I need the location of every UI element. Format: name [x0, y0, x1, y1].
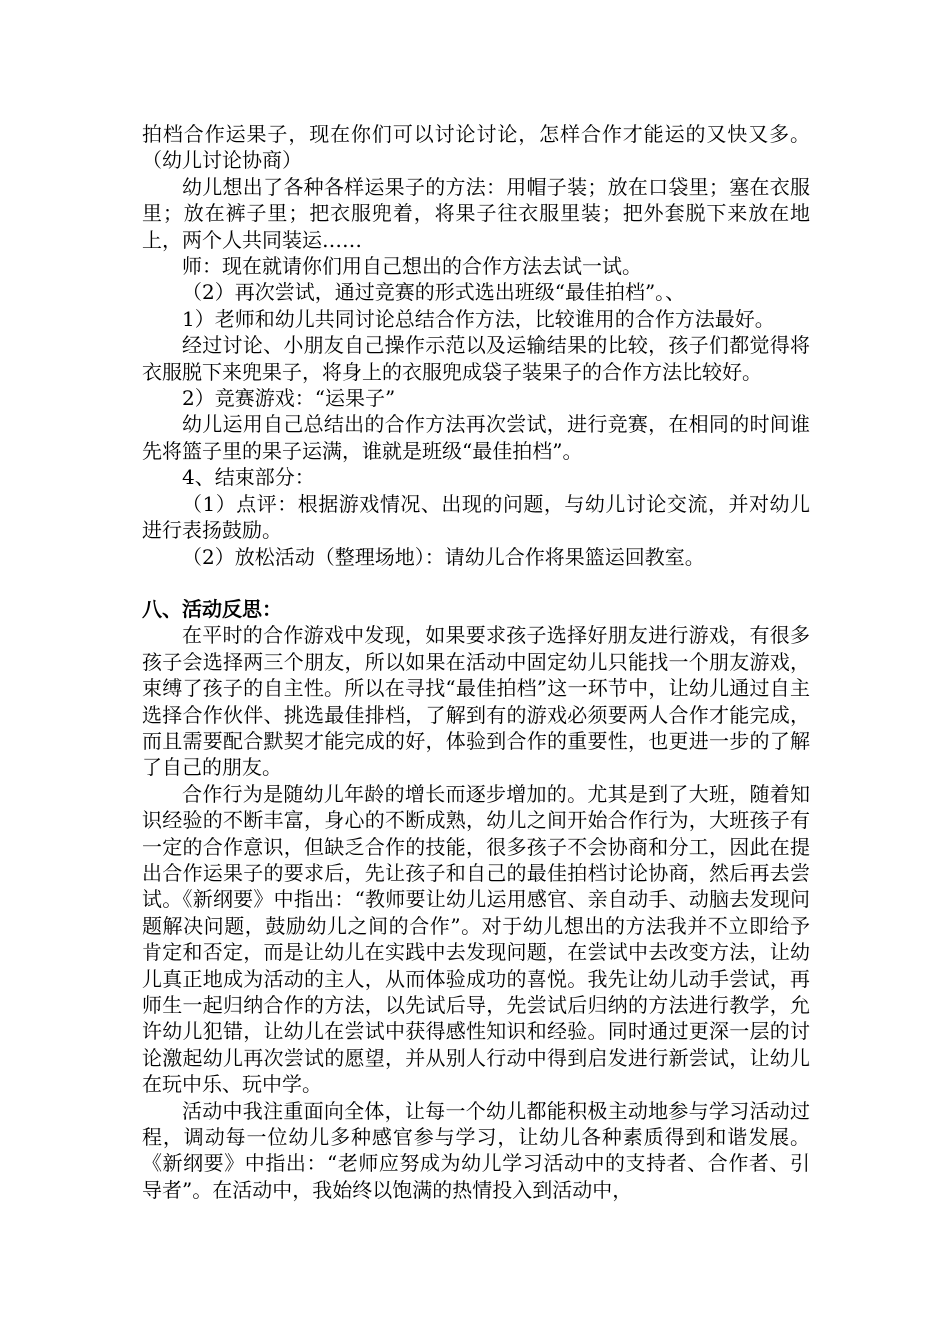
- reflection-paragraph-1: 在平时的合作游戏中发现，如果要求孩子选择好朋友进行游戏，有很多孩子会选择两三个朋友，所以如果在活动中固定幼儿只能找一个朋友游戏，束缚了孩子的自主性。所以在寻找“最佳拍档”这一环节中，让幼儿通过自主选择合作伙伴、挑选最佳排档，了解到有的游戏必须要两人合作才能完成，而且需要配合默契才能完成的好，体验到合作的重要性，也更进一步的了解了自己的朋友。: [142, 623, 810, 780]
- paragraph-step-2: （2）再次尝试，通过竞赛的形式选出班级“最佳拍档”。、: [182, 280, 686, 305]
- paragraph-teacher-instruction: 师：现在就请你们用自己想出的合作方法去试一试。: [182, 254, 642, 279]
- paragraph-step-2-2: 2）竞赛游戏：“运果子”: [182, 386, 396, 411]
- reflection-paragraph-3: 活动中我注重面向全体，让每一个幼儿都能积极主动地参与学习活动过程，调动每一位幼儿多种感官参与学习，让幼儿各种素质得到和谐发展。《新纲要》中指出：“老师应努成为幼儿学习活动中的支持者、合作者、引导者”。在活动中，我始终以饱满的热情投入到活动中，: [142, 1098, 810, 1202]
- paragraph-ending-title: 4、结束部分：: [182, 465, 315, 490]
- paragraph-discussion-result: 经过讨论、小朋友自己操作示范以及运输结果的比较，孩子们都觉得将衣服脱下来兜果子，将身上的衣服兜成袋子装果子的合作方法比较好。: [142, 333, 810, 384]
- paragraph-relax-activity: （2）放松活动（整理场地）：请幼儿合作将果篮运回教室。: [182, 544, 705, 569]
- paragraph-competition: 幼儿运用自己总结出的合作方法再次尝试，进行竞赛，在相同的时间谁先将篮子里的果子运满，谁就是班级“最佳拍档”。: [142, 412, 810, 463]
- paragraph-step-2-1: 1）老师和幼儿共同讨论总结合作方法，比较谁用的合作方法最好。: [182, 306, 775, 331]
- paragraph-review: （1）点评：根据游戏情况、出现的问题，与幼儿讨论交流，并对幼儿进行表扬鼓励。: [142, 491, 810, 543]
- paragraph-methods: 幼儿想出了各种各样运果子的方法：用帽子装；放在口袋里；塞在衣服里；放在裤子里；把衣服兜着，将果子往衣服里装；把外套脱下来放在地上，两个人共同装运……: [142, 174, 810, 252]
- section-spacer: [142, 570, 810, 596]
- reflection-paragraph-2: 合作行为是随幼儿年龄的增长而逐步增加的。尤其是到了大班，随着知识经验的不断丰富，身心的不断成熟，幼儿之间开始合作行为，大班孩子有一定的合作意识，但缺乏合作的技能，很多孩子不会协商和分工，因此在提出合作运果子的要求后，先让孩子和自己的最佳拍档讨论协商，然后再去尝试。《新纲要》中指出：“教师要让幼儿运用感官、亲自动手、动脑去发现问题解决问题，鼓励幼儿之间的合作”。对于幼儿想出的方法我并不立即给予肯定和否定，而是让幼儿在实践中去发现问题，在尝试中去改变方法，让幼儿真正地成为活动的主人，从而体验成功的喜悦。我先让幼儿动手尝试，再师生一起归纳合作的方法，以先试后导，先尝试后归纳的方法进行教学，允许幼儿犯错，让幼儿在尝试中获得感性知识和经验。同时通过更深一层的讨论激起幼儿再次尝试的愿望，并从别人行动中得到启发进行新尝试，让幼儿在玩中乐、玩中学。: [142, 781, 810, 1097]
- document-body: [142, 121, 810, 1203]
- section-heading: 八、活动反思：: [142, 596, 282, 621]
- paragraph-continuation: 拍档合作运果子，现在你们可以讨论讨论，怎样合作才能运的又快又多。（幼儿讨论协商）: [142, 122, 810, 173]
